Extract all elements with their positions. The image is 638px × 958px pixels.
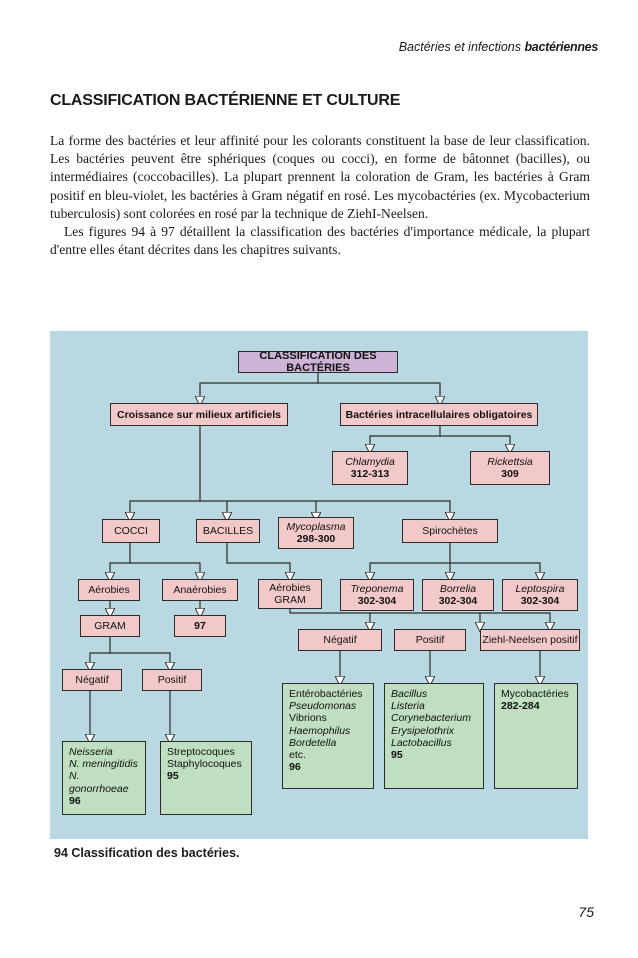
borrelia-pages: 302-304 bbox=[438, 595, 478, 607]
ziehl-label: Ziehl-Neelsen positif bbox=[482, 634, 578, 646]
header-brand: bactériennes bbox=[524, 40, 598, 54]
aerobies-gram-box bbox=[258, 579, 322, 609]
running-header bbox=[399, 40, 598, 54]
aerobies-gram-line2: GRAM bbox=[274, 594, 306, 606]
chlamydia-box bbox=[332, 451, 408, 485]
entero-l4: Haemophilus bbox=[289, 724, 351, 737]
paragraph-1: La forme des bactéries et leur affinité pour les colorants constituent la base de leur classification. Les bactéries peuvent être sphériques (coques ou cocci), en forme de bâtonnet (bacilles), ou intermédiaires (coccobacilles). La plupart prennent la coloration de Gram, les bactéries à Gram positif en bleu-violet, les bactéries à Gram négatif en rosé. Les mycobactéries (ex. Mycobacterium tuberculosis) sont colorées en rosé par la technique de ZiehI-Neelsen. bbox=[50, 133, 590, 221]
negatif-right-box bbox=[298, 629, 382, 651]
positif-left-label: Positif bbox=[157, 674, 187, 686]
page-number: 75 bbox=[578, 904, 594, 920]
aerobies-label: Aérobies bbox=[88, 584, 130, 596]
strepto-l1: Streptocoques bbox=[167, 746, 235, 758]
entero-l5: Bordetella bbox=[289, 736, 337, 749]
gram-box bbox=[80, 615, 140, 637]
entero-box bbox=[282, 683, 374, 789]
myco-pages: 282-284 bbox=[501, 700, 540, 713]
strepto-num: 95 bbox=[167, 770, 179, 783]
bacillus-l2: Listeria bbox=[391, 700, 425, 713]
strepto-box bbox=[160, 741, 252, 815]
classification-title: CLASSIFICATION DES BACTÉRIES bbox=[259, 350, 377, 374]
positif-left-box bbox=[142, 669, 202, 691]
anaerobies-box bbox=[162, 579, 238, 601]
neisseria-box bbox=[62, 741, 146, 815]
mycobacteries-box bbox=[494, 683, 578, 789]
chlamydia-pages: 312-313 bbox=[350, 468, 390, 480]
cocci-box bbox=[102, 519, 160, 543]
chlamydia-name: Chlamydia bbox=[345, 456, 395, 468]
rickettsia-name: Rickettsia bbox=[487, 456, 533, 468]
strepto-l2: Staphylocoques bbox=[167, 758, 242, 771]
classification-title-box bbox=[238, 351, 398, 373]
section-title: CLASSIFICATION BACTÉRIENNE ET CULTURE bbox=[50, 92, 401, 109]
myco-l1: Mycobactéries bbox=[501, 688, 569, 700]
bacillus-l4: Erysipelothrix bbox=[391, 724, 455, 737]
entero-l3: Vibrions bbox=[289, 712, 327, 725]
spirochetes-label: Spirochètes bbox=[422, 525, 478, 537]
intracellulaires-label: Bactéries intracellulaires obligatoires bbox=[345, 408, 533, 421]
mycoplasma-name: Mycoplasma bbox=[286, 521, 346, 533]
treponema-name: Treponema bbox=[350, 583, 404, 595]
treponema-box bbox=[340, 579, 414, 611]
bacilles-label: BACILLES bbox=[202, 525, 254, 537]
intracellulaires-box bbox=[340, 403, 538, 426]
borrelia-box bbox=[422, 579, 494, 611]
entero-l1: Entérobactéries bbox=[289, 688, 363, 700]
rickettsia-pages: 309 bbox=[501, 468, 519, 480]
neisseria-l3: N. gonorrhoeae bbox=[69, 770, 129, 795]
n97-box bbox=[174, 615, 226, 637]
bacillus-num: 95 bbox=[391, 749, 403, 762]
body-text bbox=[50, 132, 590, 259]
bacillus-l1: Bacillus bbox=[391, 688, 428, 700]
bacillus-l3: Corynebacterium bbox=[391, 712, 471, 725]
neisseria-l1: Neisseria bbox=[69, 746, 113, 758]
spirochetes-box bbox=[402, 519, 498, 543]
negatif-left-label: Négatif bbox=[75, 674, 109, 686]
aerobies-box bbox=[78, 579, 140, 601]
negatif-left-box bbox=[62, 669, 122, 691]
paragraph-2: Les figures 94 à 97 détaillent la classification des bactéries d'importance médicale, la plupart d'entre elles étant décrites dans les chapitres suivants. bbox=[50, 224, 590, 258]
negatif-right-label: Négatif bbox=[323, 634, 357, 646]
positif-right-label: Positif bbox=[415, 634, 445, 646]
neisseria-l2: N. meningitidis bbox=[69, 758, 138, 771]
figure-caption: 94 Classification des bactéries. bbox=[54, 846, 240, 860]
croissance-box bbox=[110, 403, 288, 426]
n97-label: 97 bbox=[194, 620, 206, 632]
mycoplasma-pages: 298-300 bbox=[296, 533, 336, 545]
cocci-label: COCCI bbox=[114, 525, 148, 537]
mycoplasma-box bbox=[278, 517, 354, 549]
leptospira-name: Leptospira bbox=[515, 583, 565, 595]
ziehl-box bbox=[480, 629, 580, 651]
gram-label: GRAM bbox=[94, 620, 126, 632]
entero-l6: etc. bbox=[289, 749, 306, 762]
anaerobies-label: Anaérobies bbox=[173, 584, 227, 596]
leptospira-pages: 302-304 bbox=[520, 595, 560, 607]
leptospira-box bbox=[502, 579, 578, 611]
treponema-pages: 302-304 bbox=[357, 595, 397, 607]
croissance-label: Croissance sur milieux artificiels bbox=[117, 408, 281, 421]
positif-right-box bbox=[394, 629, 466, 651]
neisseria-num: 96 bbox=[69, 794, 81, 807]
entero-num: 96 bbox=[289, 761, 301, 774]
rickettsia-box bbox=[470, 451, 550, 485]
header-text: Bactéries et infections bbox=[398, 40, 521, 54]
bacillus-box bbox=[384, 683, 484, 789]
bacilles-box bbox=[196, 519, 260, 543]
aerobies-gram-line1: Aérobies bbox=[269, 582, 311, 594]
borrelia-name: Borrelia bbox=[439, 583, 477, 595]
bacillus-l5: Lactobacillus bbox=[391, 736, 452, 749]
entero-l2: Pseudomonas bbox=[289, 700, 357, 713]
classification-figure bbox=[50, 331, 588, 839]
